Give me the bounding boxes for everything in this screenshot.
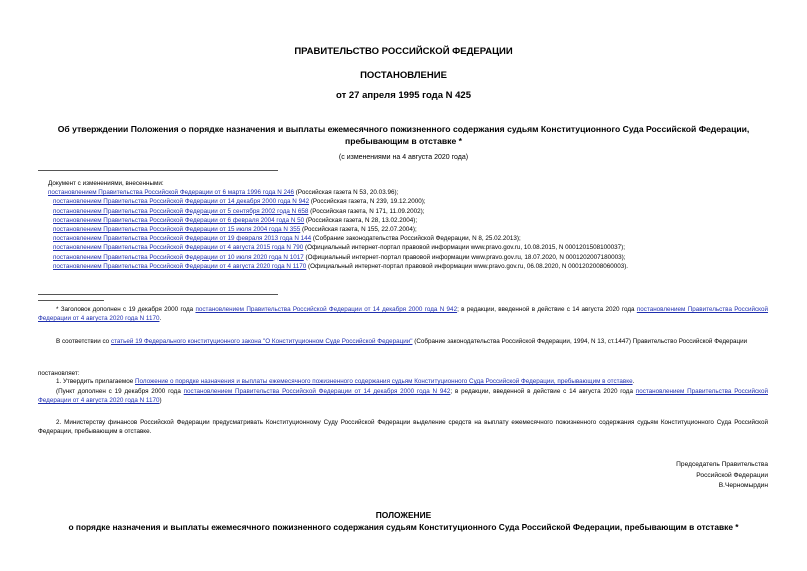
footnote-text: * Заголовок дополнен с 19 декабря 2000 года <box>56 306 196 313</box>
amendment-item <box>48 197 788 206</box>
amendment-item <box>48 243 788 252</box>
point-1-link-1170[interactable]: постановлением Правительства Российской Федерации от 4 августа 2020 года N 1170 <box>38 388 768 404</box>
regulation-subtitle: о порядке назначения и выплаты ежемесячного пожизненного содержания судьям Конституционного Суда Российской Федерации, пребывающим в отставке * <box>68 522 739 532</box>
amendment-item <box>48 207 788 216</box>
preamble <box>38 337 768 346</box>
amendments-list <box>48 188 788 271</box>
footnote-link-942[interactable]: постановлением Правительства Российской Федерации от 14 декабря 2000 года N 942 <box>195 306 458 313</box>
point-1-note-text: (Пункт дополнен с 19 декабря 2000 года <box>56 388 184 395</box>
signature-position: Председатель Правительства <box>676 461 768 468</box>
amendment-source: (Российская газета, N 155, 22.07.2004); <box>300 226 417 234</box>
amendment-source: (Официальный интернет-портал правовой информации www.pravo.gov.ru, 06.08.2020, N 0001202008060003). <box>306 262 629 270</box>
amendment-link[interactable]: постановлением Правительства Российской Федерации от 10 июля 2020 года N 1017 <box>53 253 304 261</box>
point-1-link-942[interactable]: постановлением Правительства Российской Федерации от 14 декабря 2000 года N 942 <box>183 388 451 395</box>
signature-name: В.Черномырдин <box>718 482 768 489</box>
signature-block <box>676 460 768 492</box>
amendment-link[interactable]: постановлением Правительства Российской Федерации от 15 июля 2004 года N 355 <box>53 226 301 234</box>
amendment-source: (Российская газета N 53, 20.03.96); <box>294 189 399 197</box>
divider <box>38 170 278 171</box>
footnote-text: . <box>159 315 162 322</box>
amendment-source: (Российская газета, N 28, 13.02.2004); <box>304 216 418 224</box>
document-type: ПОСТАНОВЛЕНИЕ <box>360 70 447 81</box>
footnote-text: ; в редакции, введенной в действие с 14 августа 2020 года <box>457 306 637 313</box>
footnote-link-1170[interactable]: постановлением Правительства Российской Федерации от 4 августа 2020 года N 1170 <box>38 306 769 322</box>
changes-note: (с изменениями на 4 августа 2020 года) <box>338 154 469 161</box>
amendment-link[interactable]: постановлением Правительства Российской Федерации от 14 декабря 2000 года N 942 <box>53 198 310 206</box>
decides-text: постановляет: <box>38 370 80 377</box>
point-1-text: . <box>632 378 635 385</box>
amendment-source: (Собрание законодательства Российской Федерации, N 8, 25.02.2013); <box>311 235 521 243</box>
government-name: ПРАВИТЕЛЬСТВО РОССИЙСКОЙ ФЕДЕРАЦИИ <box>294 46 513 57</box>
point-1-note-text: ; в редакции, введенной в действие с 14 августа 2020 года <box>450 388 636 395</box>
amendment-source: (Российская газета, N 239, 19.12.2000); <box>309 198 426 206</box>
title-line-1: Об утверждении Положения о порядке назначения и выплаты ежемесячного пожизненного содержания судьям Конституционного Суда Российской Федерации, <box>57 124 750 134</box>
amendment-link[interactable]: постановлением Правительства Российской Федерации от 4 августа 2015 года N 790 <box>53 244 304 252</box>
amendments-block <box>48 179 788 271</box>
amendment-source: (Официальный интернет-портал правовой информации www.pravo.gov.ru, 18.07.2020, N 0001202007180003); <box>303 253 626 261</box>
regulation-title: ПОЛОЖЕНИЕ <box>375 510 432 520</box>
amendment-item <box>48 225 788 234</box>
amendment-link[interactable]: постановлением Правительства Российской Федерации от 19 февраля 2013 года N 144 <box>53 235 312 243</box>
divider <box>38 294 278 295</box>
amendment-link[interactable]: постановлением Правительства Российской Федерации от 6 марта 1996 года N 246 <box>48 189 295 197</box>
amendment-link[interactable]: постановлением Правительства Российской Федерации от 5 сентября 2002 года N 658 <box>53 207 309 215</box>
footnote-divider <box>38 300 104 301</box>
point-1-note-text: ) <box>159 397 162 404</box>
preamble-link-law[interactable]: статьей 19 Федерального конституционного закона "О Конституционном Суде Российской Федерации" <box>110 338 413 345</box>
document-title <box>20 123 787 147</box>
preamble-text: (Собрание законодательства Российской Федерации, 1994, N 13, ст.1447) Правительство Российской Федерации <box>412 338 748 345</box>
amendment-link[interactable]: постановлением Правительства Российской Федерации от 4 августа 2020 года N 1170 <box>53 262 307 270</box>
amendment-source: (Российская газета, N 171, 11.09.2002); <box>308 207 425 215</box>
amendments-intro: Документ с изменениями, внесенными: <box>48 180 164 187</box>
amendment-link[interactable]: постановлением Правительства Российской Федерации от 6 февраля 2004 года N 50 <box>53 216 305 224</box>
amendment-source: (Официальный интернет-портал правовой информации www.pravo.gov.ru, 10.08.2015, N 0001201508100037); <box>303 244 626 252</box>
point-1-text: 1. Утвердить прилагаемое <box>56 378 135 385</box>
document-date: от 27 апреля 1995 года N 425 <box>336 90 471 101</box>
footnote <box>38 305 768 323</box>
signature-org: Российской Федерации <box>696 471 768 479</box>
amendment-item <box>48 234 788 243</box>
title-line-2: пребывающим в отставке * <box>345 136 462 146</box>
amendment-item <box>48 216 788 225</box>
point-1-note <box>38 387 768 405</box>
amendment-item <box>48 188 788 197</box>
point-1 <box>38 377 768 386</box>
point-2: 2. Министерству финансов Российской Федерации предусматривать Конституционному Суду Российской Федерации выделение средств на выплату ежемесячного пожизненного содержания судьям Конституционного Суда Российской Федерации, пребывающим в отставке. <box>38 419 768 435</box>
regulation-link[interactable]: Положение о порядке назначения и выплаты ежемесячного пожизненного содержания судьям Конституционного Суда Российской Федерации, пребывающим в отставке <box>134 378 633 385</box>
amendment-item <box>48 253 788 262</box>
preamble-text: В соответствии со <box>56 338 111 345</box>
amendment-item <box>48 262 788 271</box>
